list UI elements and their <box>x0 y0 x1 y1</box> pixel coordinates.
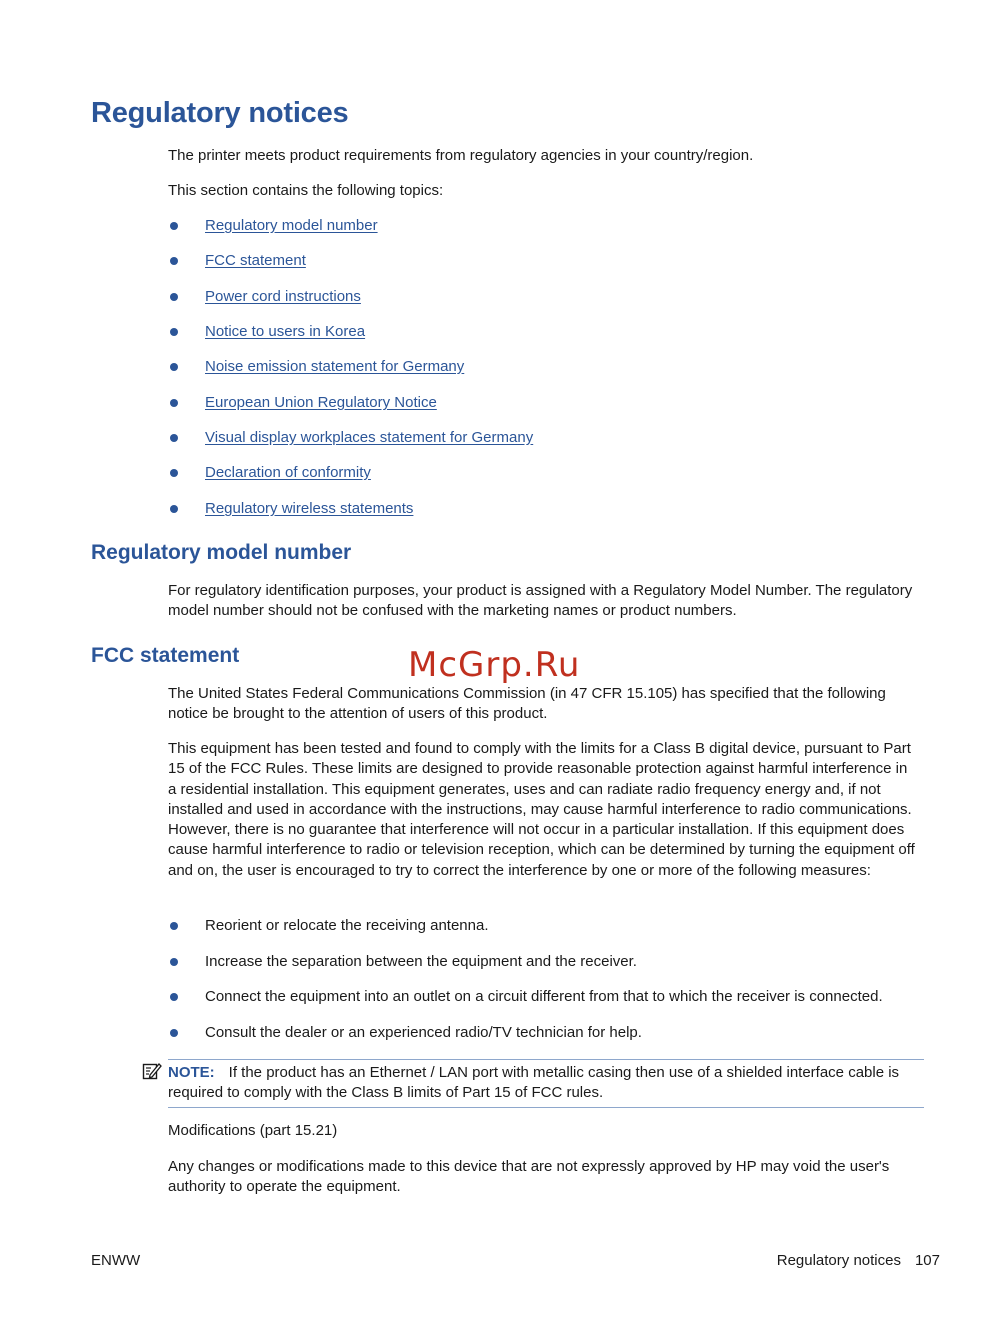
list-item <box>168 499 928 519</box>
list-item <box>168 251 928 271</box>
note-box <box>168 1059 924 1108</box>
topic-link-declaration[interactable]: Declaration of conformity <box>205 464 371 481</box>
note-pencil-icon <box>142 1061 162 1081</box>
list-item <box>168 216 928 236</box>
bullet-icon <box>170 363 178 371</box>
model-section-heading: Regulatory model number <box>91 541 352 564</box>
bullet-icon <box>170 958 178 966</box>
fcc-para-2: This equipment has been tested and found to comply with the limits for a Class B digital device, pursuant to Part 15 of the FCC Rules. These limits are designed to provide reasonable protection against harmful interference in a residential installation. This equipment generates, uses and can radiate radio frequency energy and, if not installed and used in accordance with the instructions, may cause harmful interference to radio communications. However, there is no guarantee that interference will not occur in a particular installation. If this equipment does cause harmful interference to radio or television reception, which can be determined by turning the equipment off and on, the user is encouraged to try to correct the interference by one or more of the following measures: <box>168 740 915 879</box>
page-title: Regulatory notices <box>91 97 349 129</box>
measure-text: Connect the equipment into an outlet on a circuit different from that to which the receiver is connected. <box>205 988 883 1005</box>
list-item <box>168 357 928 377</box>
model-section-body: For regulatory identification purposes, your product is assigned with a Regulatory Model Number. The regulatory model number should not be confused with the marketing names or product numbers. <box>168 582 913 620</box>
page-number: 107 <box>914 1252 940 1269</box>
bullet-icon <box>170 922 178 930</box>
list-item <box>168 393 928 413</box>
fcc-section-heading: FCC statement <box>91 644 240 667</box>
bullet-icon <box>170 222 178 230</box>
bullet-icon <box>170 505 178 513</box>
modifications-text: Any changes or modifications made to this device that are not expressly approved by HP may void the user's authority to operate the equipment. <box>168 1158 890 1196</box>
list-item <box>168 287 928 307</box>
list-item <box>168 463 928 483</box>
footer-right <box>777 1252 940 1269</box>
bullet-icon <box>170 293 178 301</box>
bullet-icon <box>170 434 178 442</box>
topic-link-power-cord[interactable]: Power cord instructions <box>205 288 361 305</box>
list-item <box>168 952 928 972</box>
measure-text: Reorient or relocate the receiving antenna. <box>205 917 489 934</box>
topic-link-regulatory-model-number[interactable]: Regulatory model number <box>205 217 378 234</box>
note-text: If the product has an Ethernet / LAN port with metallic casing then use of a shielded interface cable is required to comply with the Class B limits of Part 15 of FCC rules. <box>168 1064 900 1102</box>
list-item <box>168 1023 928 1043</box>
intro-text: The printer meets product requirements from regulatory agencies in your country/region. <box>168 147 754 164</box>
bullet-icon <box>170 399 178 407</box>
measure-text: Increase the separation between the equipment and the receiver. <box>205 953 637 970</box>
topic-link-eu-notice[interactable]: European Union Regulatory Notice <box>205 394 437 411</box>
list-item <box>168 987 928 1007</box>
list-item <box>168 322 928 342</box>
note-label: NOTE: <box>168 1064 215 1081</box>
list-item <box>168 916 928 936</box>
topic-link-wireless[interactable]: Regulatory wireless statements <box>205 500 414 517</box>
bullet-icon <box>170 257 178 265</box>
topic-link-noise-germany[interactable]: Noise emission statement for Germany <box>205 358 465 375</box>
watermark: McGrp.Ru <box>408 645 581 685</box>
list-item <box>168 428 928 448</box>
bullet-icon <box>170 993 178 1001</box>
bullet-icon <box>170 1029 178 1037</box>
bullet-icon <box>170 469 178 477</box>
bullet-icon <box>170 328 178 336</box>
modifications-heading: Modifications (part 15.21) <box>168 1122 338 1139</box>
footer-section-title: Regulatory notices <box>776 1252 901 1269</box>
topic-link-fcc-statement[interactable]: FCC statement <box>205 252 306 269</box>
fcc-para-1: The United States Federal Communications Commission (in 47 CFR 15.105) has specified that the following notice be brought to the attention of users of this product. <box>168 685 886 723</box>
topic-link-visual-display-germany[interactable]: Visual display workplaces statement for Germany <box>205 429 534 446</box>
topic-link-korea[interactable]: Notice to users in Korea <box>205 323 366 340</box>
measure-text: Consult the dealer or an experienced radio/TV technician for help. <box>205 1024 642 1041</box>
topics-intro-text: This section contains the following topics: <box>168 182 444 199</box>
footer-left: ENWW <box>91 1252 141 1269</box>
